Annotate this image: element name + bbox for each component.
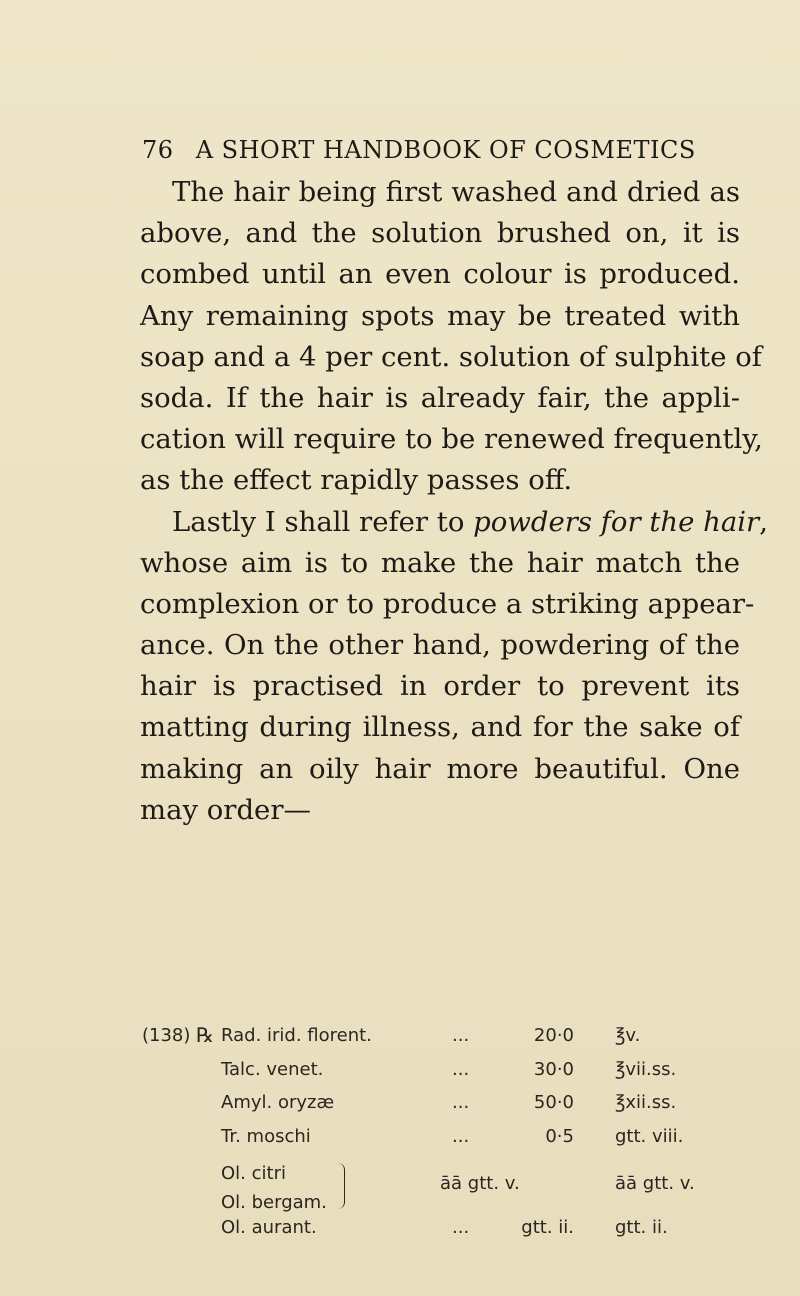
page-header xyxy=(142,136,696,164)
ingredient-name: Amyl. oryzæ xyxy=(221,1092,335,1113)
recipe-row xyxy=(142,1059,742,1093)
text-line: combed until an even colour is produced. xyxy=(140,258,740,291)
recipe-row xyxy=(142,1092,742,1126)
text-line: as the effect rapidly passes off. xyxy=(140,464,573,497)
text-line: matting during illness, and for the sake of xyxy=(140,711,740,744)
text-run: , xyxy=(759,505,768,538)
text-line: cation will require to be renewed frequently, xyxy=(140,423,763,456)
metric-quantity: āā gtt. v. xyxy=(440,1173,520,1194)
recipe-row xyxy=(142,1217,742,1251)
leader-dots: ... xyxy=(452,1125,470,1147)
text-line: may order— xyxy=(140,793,311,826)
leader-dots: ... xyxy=(452,1058,470,1080)
apothecary-quantity: āā gtt. v. xyxy=(615,1173,695,1194)
apothecary-quantity: ℥xii.ss. xyxy=(615,1092,677,1113)
recipe-row xyxy=(142,1025,742,1059)
curly-brace-icon xyxy=(338,1163,345,1209)
text-line: soda. If the hair is already fair, the appli- xyxy=(140,381,740,414)
text-line: above, and the solution brushed on, it is xyxy=(140,217,740,250)
recipe-formula xyxy=(142,1025,742,1251)
ingredient-name: Ol. citri xyxy=(221,1163,286,1184)
running-title: A SHORT HANDBOOK OF COSMETICS xyxy=(195,136,696,164)
metric-quantity: gtt. ii. xyxy=(521,1217,574,1238)
ingredient-name: Ol. bergam. xyxy=(221,1192,327,1213)
text-line xyxy=(140,502,768,543)
leader-dots: ... xyxy=(452,1217,470,1238)
text-line: complexion or to produce a striking appear- xyxy=(140,587,755,620)
metric-quantity: 20·0 xyxy=(533,1025,574,1046)
text-run: Lastly I shall refer to xyxy=(172,505,474,538)
recipe-row xyxy=(142,1126,742,1160)
leader-dots: ... xyxy=(452,1025,470,1046)
apothecary-quantity: gtt. viii. xyxy=(615,1125,684,1147)
text-line: soap and a 4 per cent. solution of sulphite of xyxy=(140,340,762,373)
text-line: ance. On the other hand, powdering of the xyxy=(140,629,740,662)
ingredient-name: Ol. aurant. xyxy=(221,1217,317,1238)
apothecary-quantity: ℥v. xyxy=(615,1025,641,1046)
text-line: hair is practised in order to prevent its xyxy=(140,670,740,703)
brace-ingredient-names xyxy=(221,1159,327,1217)
recipe-brace-group xyxy=(142,1159,742,1217)
metric-quantity: 50·0 xyxy=(533,1092,574,1113)
recipe-number: (138) xyxy=(142,1025,191,1046)
ingredient-name: Tr. moschi xyxy=(221,1125,311,1147)
rx-symbol-icon: ℞ xyxy=(196,1023,214,1047)
apothecary-quantity: ℥vii.ss. xyxy=(615,1058,677,1080)
ingredient-name: Talc. venet. xyxy=(221,1058,324,1080)
text-line: Any remaining spots may be treated with xyxy=(140,299,740,332)
metric-quantity: 0·5 xyxy=(545,1125,574,1147)
leader-dots: ... xyxy=(452,1092,470,1113)
paragraph-2 xyxy=(140,502,768,832)
apothecary-quantity: gtt. ii. xyxy=(615,1217,668,1238)
metric-quantity: 30·0 xyxy=(533,1058,574,1080)
text-line: making an oily hair more beautiful. One xyxy=(140,752,740,785)
ingredient-name: Rad. irid. florent. xyxy=(221,1025,372,1046)
text-line: whose aim is to make the hair match the xyxy=(140,546,740,579)
page-number: 76 xyxy=(142,136,174,164)
paragraph-1 xyxy=(140,172,763,502)
body-text xyxy=(140,172,768,831)
text-line: The hair being first washed and dried as xyxy=(172,176,740,208)
italic-phrase: powders for the hair xyxy=(473,505,760,538)
